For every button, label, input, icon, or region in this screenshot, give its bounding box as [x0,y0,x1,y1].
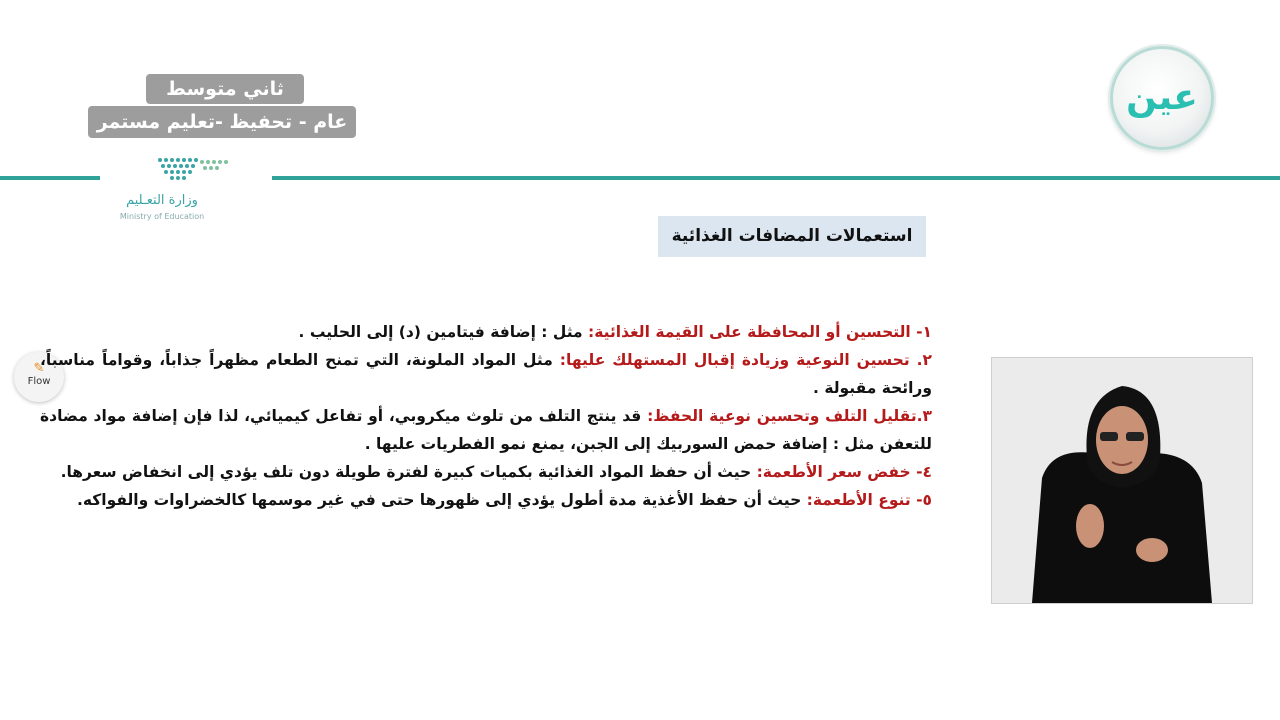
item-body: حيث أن حفظ المواد الغذائية بكميات كبيرة لفترة طويلة دون تلف يؤدي إلى انخفاض سعرها. [60,463,757,481]
list-item [40,402,932,458]
list-item [40,458,932,486]
header-divider-right [272,176,1280,180]
channel-logo [1110,46,1214,150]
item-body: مثل المواد الملونة، التي تمنح الطعام مظهراً جذاباً، وقواماً مناسباً، ورائحة مقبولة . [40,351,932,397]
item-heading: ٣.تقليل التلف وتحسين نوعية الحفظ: [647,407,933,425]
list-item [40,486,932,514]
item-body: حيث أن حفظ الأغذية مدة أطول يؤدي إلى ظهورها حتى في غير موسمها كالخضراوات والفواكه. [76,491,807,509]
item-body: مثل : إضافة فيتامين (د) إلى الحليب . [298,323,589,341]
ministry-name-ar: وزارة التعـليم [126,193,198,208]
list-item [40,318,932,346]
item-heading: ٥- تنوع الأطعمة: [806,491,932,509]
item-body: قد ينتج التلف من تلوث ميكروبي، أو تفاعل كيميائي، لذا فإن إضافة مواد مضادة للتعفن مثل : إضافة حمض السوربيك إلى الجبن، يمنع نمو الفطريات عليها . [40,407,932,453]
presenter-video [991,357,1253,604]
ministry-name-en: Ministry of Education [119,212,205,221]
item-heading: ٢. تحسين النوعية وزيادة إقبال المستهلك عليها: [559,351,932,369]
slide-title: استعمالات المضافات الغذائية [658,216,926,257]
flow-button-label: Flow [27,376,51,387]
slide-content [40,318,932,514]
header-divider-left [0,176,100,180]
channel-logo-text: عين [1126,77,1198,118]
pencil-icon: ✎ [33,361,45,376]
presenter-figure-icon [992,358,1252,603]
track-label: عام - تحفيظ -تعليم مستمر [88,106,356,138]
list-item [40,346,932,402]
item-heading: ٤- خفض سعر الأطعمة: [756,463,932,481]
item-heading: ١- التحسين أو المحافظة على القيمة الغذائية: [588,323,932,341]
grade-label: ثاني متوسط [146,74,304,104]
